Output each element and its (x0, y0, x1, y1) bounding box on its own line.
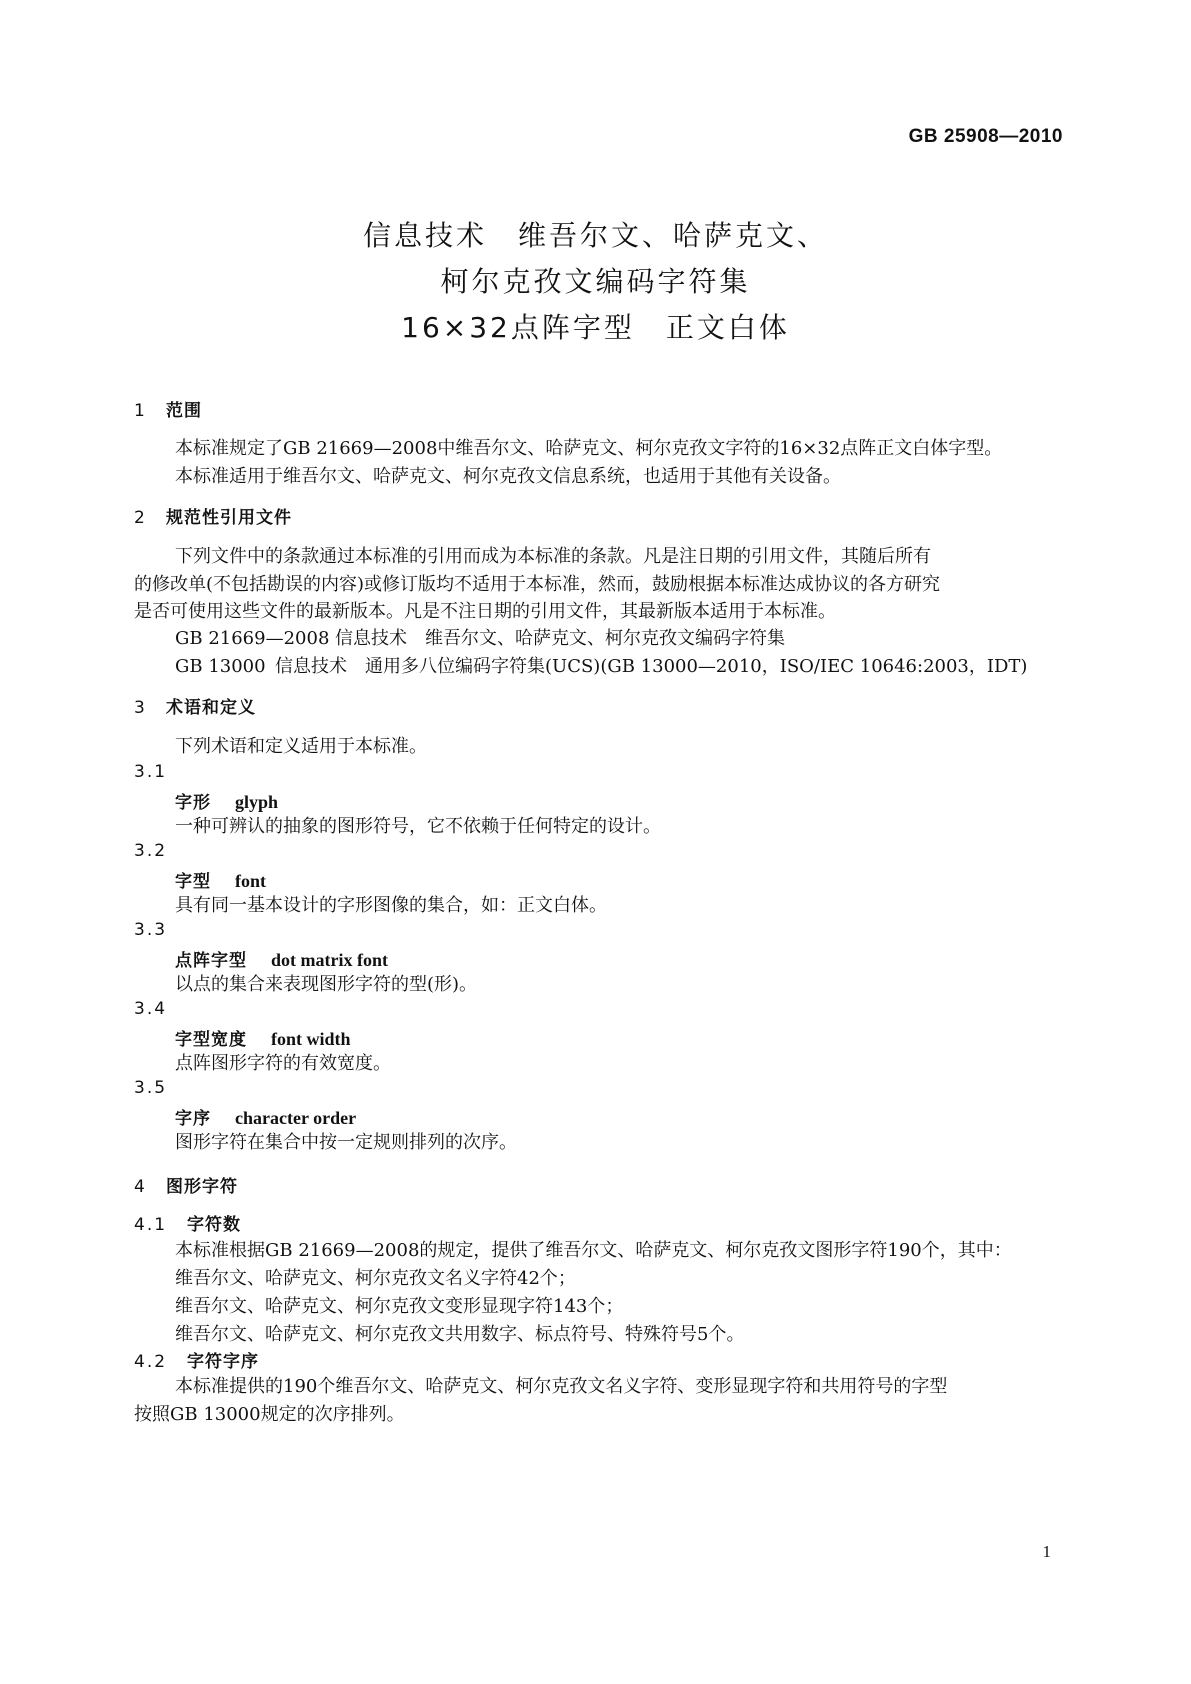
paragraph: 本标准规定了GB 21669—2008中维吾尔文、哈萨克文、柯尔克孜文字符的16×32点阵正文白体字型。 (175, 438, 1003, 459)
paragraph-line: 是否可使用这些文件的最新版本。凡是不注日期的引用文件，其最新版本适用于本标准。 (134, 601, 836, 622)
paragraph-line: 的修改单(不包括勘误的内容)或修订版均不适用于本标准，然而，鼓励根据本标准达成协议的各方研究 (134, 574, 941, 595)
term-zh: 字型 (175, 872, 211, 892)
subsection-heading (134, 1347, 259, 1372)
paragraph-line: 本标准提供的190个维吾尔文、哈萨克文、柯尔克孜文名义字符、变形显现字符和共用符号的字型 (175, 1376, 948, 1397)
term-en: dot matrix font (271, 950, 388, 970)
term-number: 3.2 (134, 841, 168, 861)
list-item: 维吾尔文、哈萨克文、柯尔克孜文共用数字、标点符号、特殊符号5个。 (175, 1324, 745, 1345)
term-entry (175, 867, 266, 892)
term-number: 3.3 (134, 920, 168, 940)
term-number: 3.1 (134, 762, 168, 782)
term-entry (175, 1025, 351, 1050)
section-title: 图形字符 (166, 1177, 238, 1197)
term-zh: 点阵字型 (175, 951, 247, 971)
paragraph: 下列术语和定义适用于本标准。 (175, 736, 427, 757)
title-line-1: 信息技术 维吾尔文、哈萨克文、 (362, 219, 828, 252)
standard-number: GB 25908—2010 (908, 126, 1063, 147)
page-number: 1 (1042, 1542, 1051, 1561)
paragraph: 本标准适用于维吾尔文、哈萨克文、柯尔克孜文信息系统，也适用于其他有关设备。 (175, 466, 841, 487)
subsection-number: 4.1 (134, 1215, 168, 1235)
section-title: 术语和定义 (166, 698, 256, 718)
term-en: glyph (235, 792, 279, 812)
section-3-heading (134, 693, 256, 718)
section-2-heading (134, 503, 292, 528)
reference-code: GB 21669—2008 (175, 628, 330, 649)
title-line-3: 16×32点阵字型 正文白体 (401, 311, 790, 344)
term-entry (175, 1104, 356, 1129)
section-4-heading (134, 1172, 238, 1197)
section-title: 范围 (166, 401, 202, 421)
subsection-number: 4.2 (134, 1352, 168, 1372)
title-line-2: 柯尔克孜文编码字符集 (440, 265, 751, 298)
term-definition: 图形字符在集合中按一定规则排列的次序。 (175, 1132, 517, 1153)
reference-code: GB 13000 (175, 656, 266, 677)
term-en: font (235, 871, 266, 891)
section-number: 4 (134, 1177, 146, 1197)
normative-reference (175, 624, 785, 650)
paragraph-line: 下列文件中的条款通过本标准的引用而成为本标准的条款。凡是注日期的引用文件，其随后所有 (175, 546, 931, 567)
list-item: 维吾尔文、哈萨克文、柯尔克孜文名义字符42个； (175, 1268, 576, 1289)
section-number: 1 (134, 401, 146, 421)
section-number: 3 (134, 698, 146, 718)
term-definition: 点阵图形字符的有效宽度。 (175, 1053, 391, 1074)
term-en: font width (271, 1029, 351, 1049)
term-zh: 字序 (175, 1109, 211, 1129)
term-definition: 具有同一基本设计的字形图像的集合，如：正文白体。 (175, 895, 607, 916)
normative-reference (175, 652, 1027, 678)
paragraph-line: 本标准根据GB 21669—2008的规定，提供了维吾尔文、哈萨克文、柯尔克孜文图形字符190个，其中： (175, 1240, 1012, 1261)
term-number: 3.5 (134, 1078, 168, 1098)
paragraph-line: 按照GB 13000规定的次序排列。 (134, 1404, 405, 1425)
subsection-heading (134, 1210, 241, 1235)
term-zh: 字型宽度 (175, 1030, 247, 1050)
section-number: 2 (134, 508, 146, 528)
section-title: 规范性引用文件 (166, 508, 292, 528)
term-entry (175, 788, 278, 813)
term-definition: 一种可辨认的抽象的图形符号，它不依赖于任何特定的设计。 (175, 816, 661, 837)
term-entry (175, 946, 388, 971)
term-zh: 字形 (175, 793, 211, 813)
reference-title: 信息技术 维吾尔文、哈萨克文、柯尔克孜文编码字符集 (335, 628, 785, 649)
term-en: character order (235, 1108, 357, 1128)
reference-title: 信息技术 通用多八位编码字符集(UCS)(GB 13000—2010，ISO/IEC 10646:2003，IDT) (275, 656, 1028, 677)
subsection-title: 字符数 (187, 1215, 241, 1235)
list-item: 维吾尔文、哈萨克文、柯尔克孜文变形显现字符143个； (175, 1296, 624, 1317)
section-1-heading (134, 396, 202, 421)
term-number: 3.4 (134, 999, 168, 1019)
subsection-title: 字符字序 (187, 1352, 259, 1372)
term-definition: 以点的集合来表现图形字符的型(形)。 (175, 974, 478, 995)
